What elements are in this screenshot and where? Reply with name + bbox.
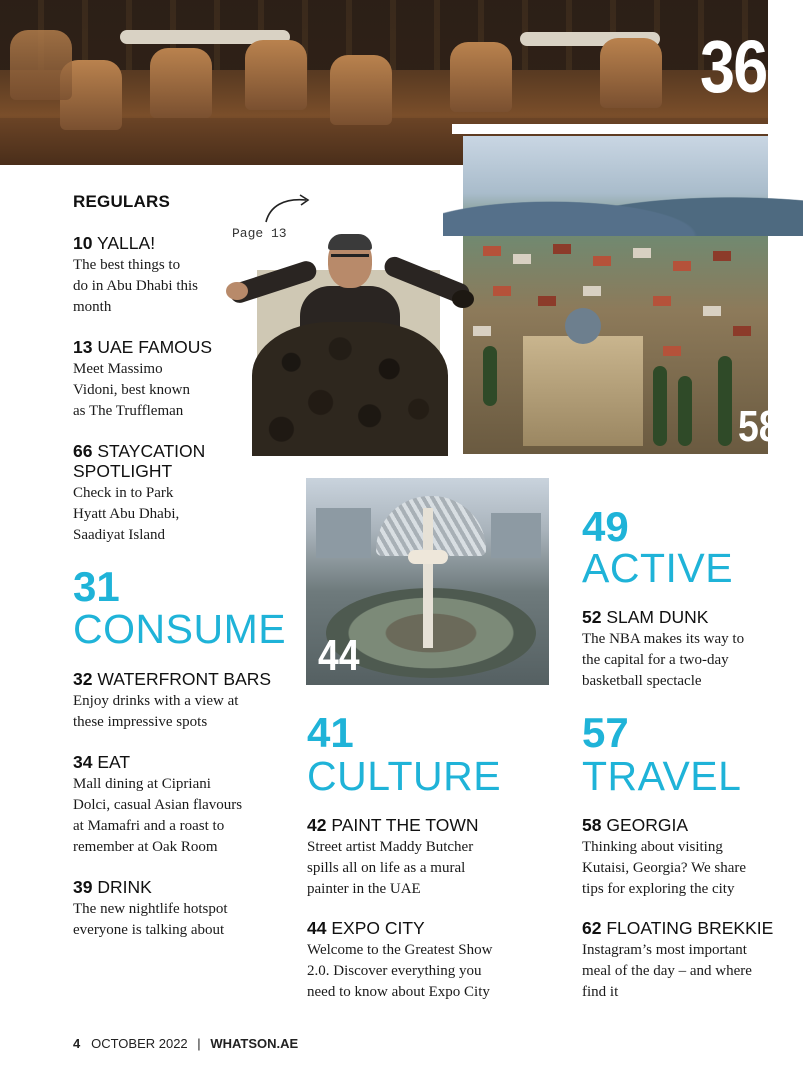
regulars-item-desc: Check in to Park Hyatt Abu Dhabi, Saadiyat Island [73,485,180,543]
consume-section-number: 31 [73,563,120,610]
culture-item-title[interactable]: 44 EXPO CITY [307,918,425,938]
regulars-heading: REGULARS [73,192,170,211]
regulars-item-desc: The best things to do in Abu Dhabi this month [73,257,199,315]
footer-separator: | [197,1036,201,1051]
georgia-town-photo [463,136,768,454]
consume-item-desc: Mall dining at Cipriani Dolci, casual Asian flavours at Mamafri and a roast to remember at Oak Room [73,776,243,855]
page-footer [73,1036,298,1051]
regulars-item-title[interactable]: 10 YALLA! [73,233,156,253]
active-section-title: ACTIVE [582,545,734,591]
travel-section-number: 57 [582,709,629,756]
regulars-item-title[interactable]: 13 UAE FAMOUS [73,337,213,357]
photo-page-number-expo: 44 [318,631,360,680]
photo-page-number-georgia: 58 [738,402,780,451]
consume-item-title[interactable]: 32 WATERFRONT BARS [73,669,272,689]
consume-section-title: CONSUME [73,606,287,652]
consume-item-title[interactable]: 39 DRINK [73,877,152,897]
active-section-number: 49 [582,503,629,550]
travel-item-title[interactable]: 62 FLOATING BREKKIE [582,918,774,938]
active-item-desc: The NBA makes its way to the capital for a two-day basketball spectacle [582,631,745,689]
culture-section-title: CULTURE [307,753,502,799]
regulars-item-desc: Meet Massimo Vidoni, best known as The Truffleman [73,361,191,419]
consume-item-title[interactable]: 34 EAT [73,752,131,772]
travel-item-desc: Instagram’s most important meal of the day – and where find it [582,942,752,1000]
culture-item-desc: Street artist Maddy Butcher spills all on life as a mural painter in the UAE [307,839,474,897]
regulars-item-title[interactable]: 66 STAYCATION SPOTLIGHT [73,441,206,481]
curved-arrow-icon [262,192,314,224]
culture-item-desc: Welcome to the Greatest Show 2.0. Discover everything you need to know about Expo City [307,942,493,1000]
travel-item-title[interactable]: 58 GEORGIA [582,815,689,835]
active-item-title[interactable]: 52 SLAM DUNK [582,607,709,627]
travel-item-desc: Thinking about visiting Kutaisi, Georgia? We share tips for exploring the city [582,839,747,897]
culture-item-title[interactable]: 42 PAINT THE TOWN [307,815,479,835]
footer-issue: OCTOBER 2022 [91,1036,188,1051]
photo-divider [452,124,768,134]
culture-section-number: 41 [307,709,354,756]
footer-site-link[interactable]: WHATSON.AE [210,1036,299,1051]
consume-item-desc: Enjoy drinks with a view at these impressive spots [73,693,239,730]
photo-page-number-top: 36 [700,25,767,108]
travel-section-title: TRAVEL [582,753,742,799]
footer-page-number: 4 [73,1036,81,1051]
truffle-pile [252,322,448,456]
page-reference-note: Page 13 [232,226,287,241]
consume-item-desc: The new nightlife hotspot everyone is talking about [73,901,228,938]
